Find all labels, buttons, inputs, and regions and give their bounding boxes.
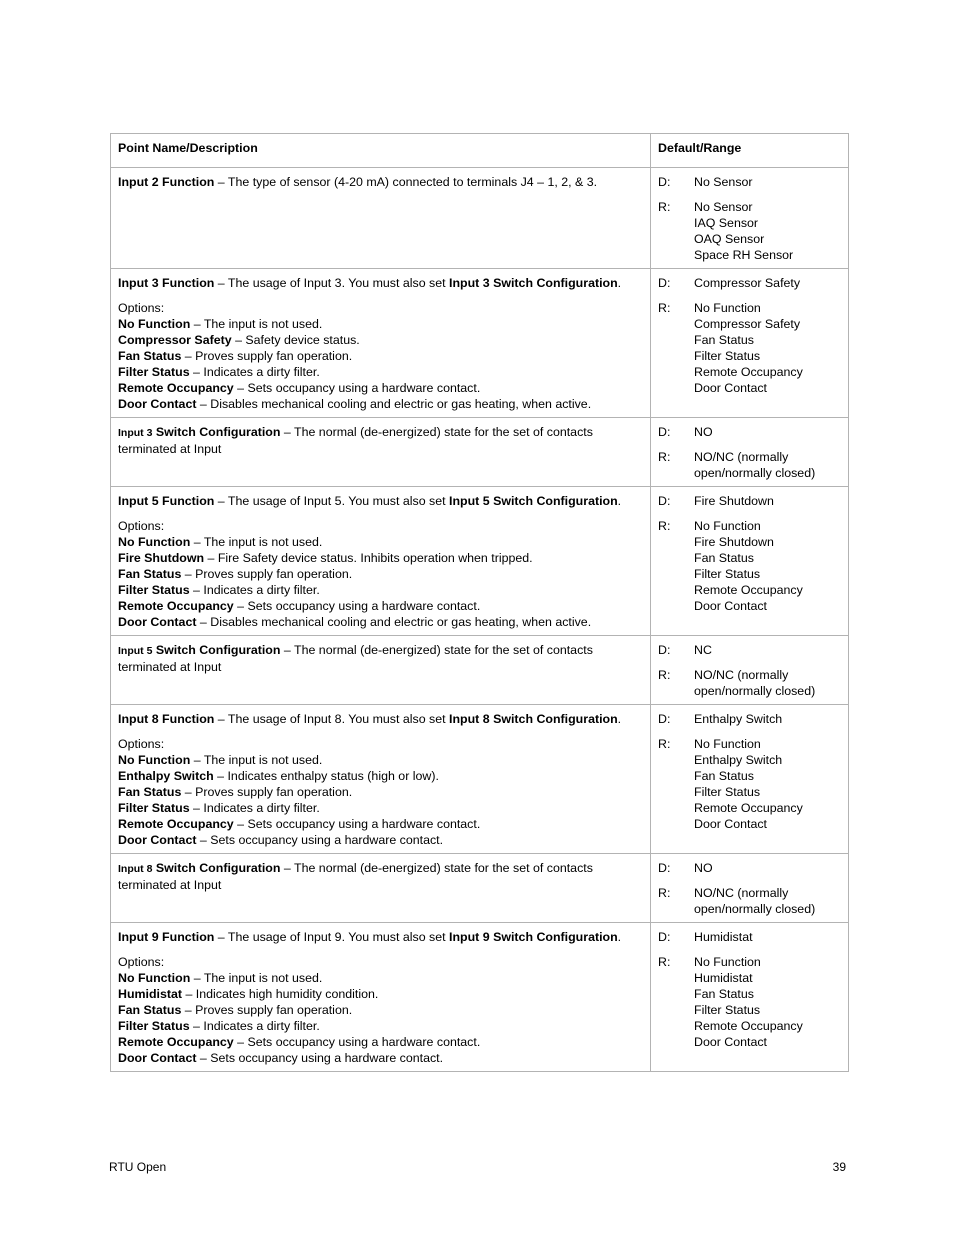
range-value-value: Fan Status (694, 333, 754, 347)
description-line (118, 566, 643, 582)
range-value-value: Door Contact (694, 599, 768, 613)
description-text: – The input is not used. (190, 971, 323, 985)
description-line (118, 929, 643, 945)
point-name-text: Door Contact (118, 397, 197, 411)
point-name-text: Filter Status (118, 365, 190, 379)
table-row (111, 923, 849, 1072)
point-name-text: Fan Status (118, 567, 182, 581)
point-name-text: Switch Configuration (152, 643, 281, 657)
description-text: – Sets occupancy using a hardware contact. (196, 1051, 444, 1065)
range-value (658, 449, 841, 481)
description-text: Options: (118, 955, 165, 969)
point-name-text: Filter Status (118, 1019, 190, 1033)
default-value (658, 275, 841, 291)
points-table (110, 133, 849, 1072)
range-value-values (694, 449, 815, 481)
description-line (118, 832, 643, 848)
table-row (111, 705, 849, 854)
description-line (118, 300, 643, 316)
description-text: – Proves supply fan operation. (181, 349, 353, 363)
description-line (118, 275, 643, 291)
description-line (118, 1002, 643, 1018)
description-text: – The input is not used. (190, 753, 323, 767)
description-line (118, 364, 643, 380)
default-range-cell (651, 923, 849, 1072)
default-value-value: Compressor Safety (694, 276, 801, 290)
range-value-label: R: (658, 668, 671, 682)
point-name-text: Input 8 Switch Configuration (449, 712, 618, 726)
range-value-label: R: (658, 301, 671, 315)
description-text: – Sets occupancy using a hardware contact. (233, 381, 481, 395)
point-name-text: No Function (118, 535, 191, 549)
table-row (111, 168, 849, 269)
description-line (118, 816, 643, 832)
range-value (658, 885, 841, 917)
point-name-text: Fire Shutdown (118, 551, 205, 565)
range-value (658, 667, 841, 699)
point-description-cell (111, 636, 651, 705)
default-value-label: D: (658, 930, 671, 944)
description-text: – The type of sensor (4-20 mA) connected to terminals J4 – 1, 2, & 3. (214, 175, 598, 189)
range-value-label: R: (658, 450, 671, 464)
description-text: – Proves supply fan operation. (181, 567, 353, 581)
point-name-text: Input 5 Switch Configuration (449, 494, 618, 508)
default-range-cell (651, 636, 849, 705)
default-value-label: D: (658, 425, 671, 439)
range-value-value: No Function (694, 955, 761, 969)
default-value-values (694, 929, 753, 945)
table-body (111, 168, 849, 1072)
default-value (658, 424, 841, 440)
range-value-value: open/normally closed) (694, 902, 816, 916)
description-text: Options: (118, 737, 165, 751)
range-value-values (694, 518, 803, 614)
range-value-value: Remote Occupancy (694, 1019, 803, 1033)
default-range-cell (651, 418, 849, 487)
description-text: – The input is not used. (190, 317, 323, 331)
default-value (658, 860, 841, 876)
point-name-text: Input 5 (118, 645, 153, 657)
default-value-values (694, 493, 774, 509)
description-line (118, 1034, 643, 1050)
range-value-value: NO/NC (normally (694, 668, 789, 682)
description-line (118, 784, 643, 800)
default-value-label: D: (658, 712, 671, 726)
point-name-text: Compressor Safety (118, 333, 232, 347)
description-text: – Sets occupancy using a hardware contact. (233, 817, 481, 831)
range-value-value: Remote Occupancy (694, 801, 803, 815)
description-text: – The input is not used. (190, 535, 323, 549)
description-text: – Sets occupancy using a hardware contact. (233, 1035, 481, 1049)
description-line (118, 396, 643, 412)
range-value-value: open/normally closed) (694, 684, 816, 698)
range-value-value: Filter Status (694, 349, 761, 363)
range-value-value: Filter Status (694, 785, 761, 799)
default-range-cell (651, 487, 849, 636)
point-name-text: Remote Occupancy (118, 817, 234, 831)
range-value-value: Fan Status (694, 987, 754, 1001)
range-value-value: No Sensor (694, 200, 753, 214)
point-name-text: Switch Configuration (152, 425, 281, 439)
point-name-text: Humidistat (118, 987, 183, 1001)
description-text: – The usage of Input 3. You must also set (214, 276, 450, 290)
point-name-text: Input 5 Function (118, 494, 215, 508)
point-name-text: Door Contact (118, 615, 197, 629)
table-row (111, 269, 849, 418)
description-text: – The usage of Input 9. You must also set (214, 930, 450, 944)
default-value-value: NO (694, 861, 713, 875)
description-line (118, 598, 643, 614)
default-value-value: Enthalpy Switch (694, 712, 783, 726)
range-value-value: Door Contact (694, 1035, 768, 1049)
description-line (118, 800, 643, 816)
table-row (111, 854, 849, 923)
point-name-text: Input 3 (118, 427, 153, 439)
range-value-label: R: (658, 886, 671, 900)
default-value (658, 642, 841, 658)
description-line (118, 493, 643, 509)
range-value (658, 736, 841, 832)
point-name-text: Fan Status (118, 785, 182, 799)
default-value-label: D: (658, 494, 671, 508)
description-line (118, 582, 643, 598)
range-value-value: open/normally closed) (694, 466, 816, 480)
description-line (118, 424, 643, 457)
description-text: – Disables mechanical cooling and electric or gas heating, when active. (196, 615, 592, 629)
default-range-cell (651, 168, 849, 269)
default-value-values (694, 642, 712, 658)
description-text: – Indicates a dirty filter. (189, 1019, 320, 1033)
point-name-text: Filter Status (118, 583, 190, 597)
range-value-value: Compressor Safety (694, 317, 801, 331)
point-description-cell (111, 418, 651, 487)
range-value-value: NO/NC (normally (694, 450, 789, 464)
point-name-text: Remote Occupancy (118, 381, 234, 395)
description-line (118, 736, 643, 752)
description-text: . (617, 494, 622, 508)
range-value-label: R: (658, 519, 671, 533)
default-range-cell (651, 269, 849, 418)
description-text: – Proves supply fan operation. (181, 785, 353, 799)
description-line (118, 986, 643, 1002)
description-line (118, 518, 643, 534)
point-name-text: Remote Occupancy (118, 599, 234, 613)
range-value-value: Fire Shutdown (694, 535, 774, 549)
default-value-values (694, 711, 782, 727)
point-name-text: Fan Status (118, 349, 182, 363)
default-range-cell (651, 854, 849, 923)
point-description-cell (111, 854, 651, 923)
default-value-label: D: (658, 276, 671, 290)
description-line (118, 970, 643, 986)
range-value-value: Fan Status (694, 769, 754, 783)
default-range-cell (651, 705, 849, 854)
default-value-values (694, 424, 713, 440)
point-name-text: No Function (118, 317, 191, 331)
description-line (118, 380, 643, 396)
point-name-text: Input 8 (118, 863, 153, 875)
point-description-cell (111, 269, 651, 418)
range-value-label: R: (658, 200, 671, 214)
point-name-text: Remote Occupancy (118, 1035, 234, 1049)
default-value (658, 929, 841, 945)
point-name-text: Input 3 Switch Configuration (449, 276, 618, 290)
description-text: – Sets occupancy using a hardware contact. (233, 599, 481, 613)
table-header-row (111, 134, 849, 168)
description-text: – Safety device status. (231, 333, 360, 347)
range-value-values (694, 199, 793, 263)
default-value-value: Humidistat (694, 930, 753, 944)
range-value-value: Fan Status (694, 551, 754, 565)
default-value-values (694, 860, 713, 876)
point-name-text: Input 8 Function (118, 712, 215, 726)
range-value-values (694, 300, 803, 396)
description-text: Options: (118, 301, 165, 315)
point-name-text: Door Contact (118, 1051, 197, 1065)
description-line (118, 550, 643, 566)
range-value (658, 518, 841, 614)
point-name-text: No Function (118, 753, 191, 767)
range-value-label: R: (658, 737, 671, 751)
point-description-cell (111, 923, 651, 1072)
point-name-text: Switch Configuration (152, 861, 281, 875)
range-value-value: IAQ Sensor (694, 216, 759, 230)
point-name-text: Input 9 Switch Configuration (449, 930, 618, 944)
description-line (118, 954, 643, 970)
point-name-text: Enthalpy Switch (118, 769, 214, 783)
range-value-value: Humidistat (694, 971, 753, 985)
footer-doc-title: RTU Open (109, 1160, 167, 1174)
point-name-text: Input 3 Function (118, 276, 215, 290)
description-text: – The normal (de-energized) state for the set of contacts terminated at Input (118, 643, 593, 674)
default-value (658, 174, 841, 190)
range-value-value: Filter Status (694, 1003, 761, 1017)
table-row (111, 487, 849, 636)
description-line (118, 642, 643, 675)
range-value-value: No Function (694, 301, 761, 315)
range-value-value: No Function (694, 737, 761, 751)
point-name-text: No Function (118, 971, 191, 985)
footer-page-number: 39 (832, 1160, 846, 1174)
default-value (658, 711, 841, 727)
default-value-label: D: (658, 861, 671, 875)
description-text: – Proves supply fan operation. (181, 1003, 353, 1017)
description-text: – The normal (de-energized) state for the set of contacts terminated at Input (118, 425, 593, 456)
description-text: – Sets occupancy using a hardware contact. (196, 833, 444, 847)
point-description-cell (111, 487, 651, 636)
range-value-value: No Function (694, 519, 761, 533)
table-row (111, 418, 849, 487)
range-value (658, 300, 841, 396)
default-value-label: D: (658, 175, 671, 189)
point-name-text: Input 2 Function (118, 175, 215, 189)
range-value-value: Enthalpy Switch (694, 753, 783, 767)
point-name-text: Input 9 Function (118, 930, 215, 944)
range-value (658, 954, 841, 1050)
description-text: – Fire Safety device status. Inhibits operation when tripped. (204, 551, 533, 565)
table-row (111, 636, 849, 705)
description-text: Options: (118, 519, 165, 533)
point-name-text: Filter Status (118, 801, 190, 815)
description-text: – Indicates a dirty filter. (189, 365, 320, 379)
range-value (658, 199, 841, 263)
range-value-values (694, 954, 803, 1050)
point-description-cell (111, 705, 651, 854)
description-line (118, 316, 643, 332)
header-default-range: Default/Range (651, 134, 849, 168)
description-text: – The usage of Input 5. You must also set (214, 494, 450, 508)
range-value-value: Space RH Sensor (694, 248, 794, 262)
range-value-values (694, 736, 803, 832)
description-text: – The normal (de-energized) state for the set of contacts terminated at Input (118, 861, 593, 892)
description-line (118, 534, 643, 550)
range-value-values (694, 885, 815, 917)
description-line (118, 768, 643, 784)
description-text: – Indicates high humidity condition. (182, 987, 379, 1001)
default-value-value: No Sensor (694, 175, 753, 189)
description-text: – Indicates enthalpy status (high or low). (213, 769, 439, 783)
range-value-value: Remote Occupancy (694, 583, 803, 597)
range-value-value: NO/NC (normally (694, 886, 789, 900)
description-text: – Indicates a dirty filter. (189, 583, 320, 597)
range-value-value: Door Contact (694, 381, 768, 395)
description-line (118, 348, 643, 364)
point-name-text: Fan Status (118, 1003, 182, 1017)
default-value-values (694, 275, 800, 291)
description-text: – Disables mechanical cooling and electric or gas heating, when active. (196, 397, 592, 411)
description-text: . (617, 276, 622, 290)
description-line (118, 174, 643, 190)
default-value-values (694, 174, 753, 190)
default-value-value: Fire Shutdown (694, 494, 774, 508)
default-value-label: D: (658, 643, 671, 657)
default-value-value: NO (694, 425, 713, 439)
description-line (118, 752, 643, 768)
description-line (118, 711, 643, 727)
description-text: . (617, 712, 622, 726)
range-value-values (694, 667, 815, 699)
header-point-name: Point Name/Description (111, 134, 651, 168)
description-line (118, 614, 643, 630)
description-line (118, 332, 643, 348)
description-line (118, 1018, 643, 1034)
point-description-cell (111, 168, 651, 269)
description-text: – Indicates a dirty filter. (189, 801, 320, 815)
description-text: . (617, 930, 622, 944)
default-value (658, 493, 841, 509)
range-value-value: Filter Status (694, 567, 761, 581)
description-line (118, 1050, 643, 1066)
description-text: – The usage of Input 8. You must also set (214, 712, 450, 726)
default-value-value: NC (694, 643, 712, 657)
range-value-label: R: (658, 955, 671, 969)
range-value-value: OAQ Sensor (694, 232, 765, 246)
description-line (118, 860, 643, 893)
point-name-text: Door Contact (118, 833, 197, 847)
range-value-value: Remote Occupancy (694, 365, 803, 379)
range-value-value: Door Contact (694, 817, 768, 831)
